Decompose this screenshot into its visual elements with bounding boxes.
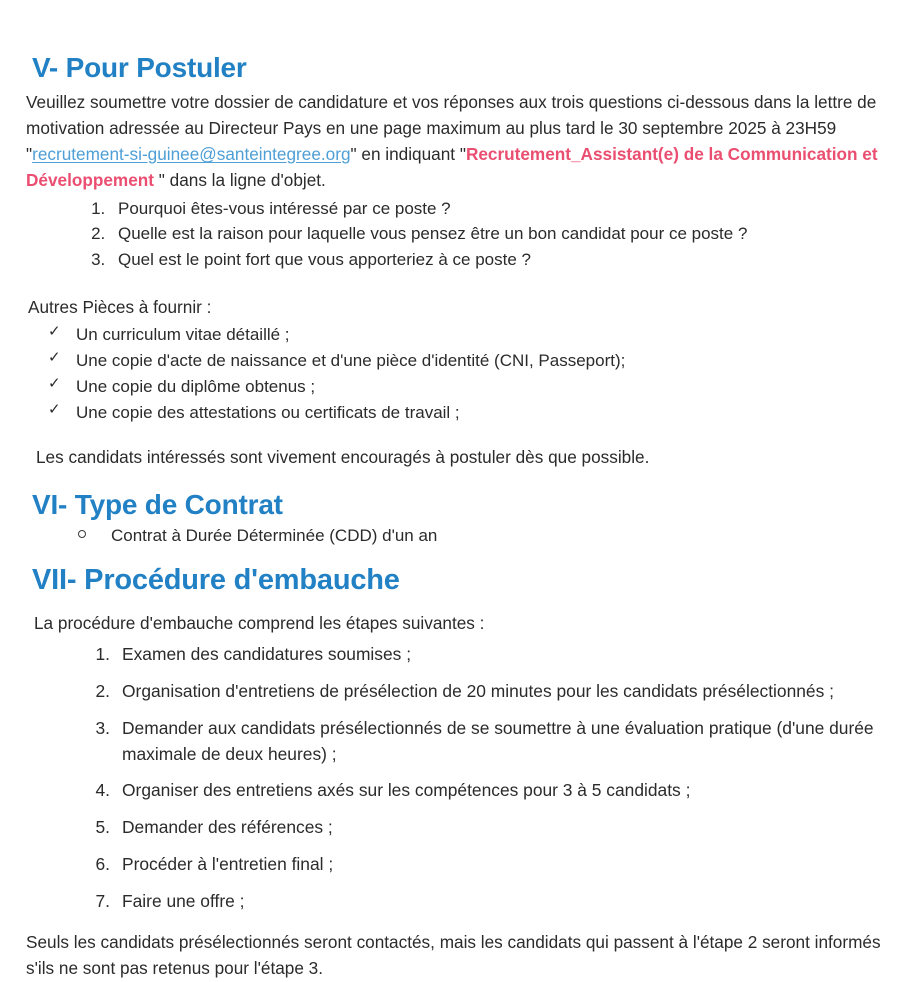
circle-bullet-icon: [78, 530, 86, 538]
list-item-number: 7.: [95, 890, 110, 911]
instructions-text-part3: " dans la ligne d'objet.: [153, 169, 326, 190]
section-heading-pour-postuler: V- Pour Postuler: [32, 52, 247, 83]
list-item-label: Contrat à Durée Déterminée (CDD) d'un an: [111, 525, 438, 545]
list-item: [78, 523, 876, 549]
application-instructions-paragraph: [26, 90, 882, 193]
list-item: [84, 778, 876, 804]
check-icon: ✓: [48, 348, 61, 366]
list-item-label: Demander aux candidats présélectionnés de se soumettre à une évaluation pratique (d'une durée maximale de deux heures) ;: [122, 717, 874, 764]
list-item: [84, 852, 876, 878]
list-item: [30, 374, 876, 399]
procedure-intro-paragraph: La procédure d'embauche comprend les étapes suivantes :: [34, 612, 485, 633]
list-item: [30, 400, 876, 425]
required-documents-label: Autres Pièces à fournir :: [28, 297, 212, 318]
list-item-number: 1.: [95, 644, 110, 665]
list-item: [84, 642, 876, 668]
list-item-label: Faire une offre ;: [122, 890, 245, 911]
list-item-label: Procéder à l'entretien final ;: [122, 853, 334, 874]
application-email-link[interactable]: recrutement-si-guinee@santeintegree.org: [32, 143, 351, 164]
list-item-number: 5.: [95, 817, 110, 838]
list-item-label: Une copie du diplôme obtenus ;: [76, 377, 316, 397]
list-item-label: Demander des références ;: [122, 817, 333, 838]
check-icon: ✓: [48, 401, 61, 419]
list-item-label: Une copie des attestations ou certificats de travail ;: [76, 403, 460, 423]
list-item: 2. Quelle est la raison pour laquelle vous pensez être un bon candidat pour ce poste ?: [110, 221, 876, 247]
list-item-label: Organisation d'entretiens de présélection de 20 minutes pour les candidats présélectionnés ;: [122, 681, 834, 702]
list-item-number: 2.: [95, 681, 110, 702]
list-item-label: Examen des candidatures soumises ;: [122, 644, 412, 665]
list-item: [30, 322, 876, 347]
list-item: 3. Quel est le point fort que vous apporteriez à ce poste ?: [110, 247, 876, 273]
instructions-text-part1: Veuillez soumettre votre dossier de candidature et vos réponses aux trois questions ci-dessous dans la lettre de motivation adressée au Directeur Pays en une page maximum au plus tard le 30 septembre 2025 à 23H59 ": [26, 92, 877, 164]
email-subject-highlight: Recrutement_Assistant(e) de la Communication et Développement: [26, 143, 878, 190]
check-icon: ✓: [48, 322, 61, 340]
application-questions-list: [26, 196, 876, 273]
list-item-number: 3.: [95, 717, 110, 738]
section-heading-procedure-embauche: VII- Procédure d'embauche: [32, 564, 400, 597]
list-item: [84, 889, 876, 915]
procedure-closing-paragraph: Seuls les candidats présélectionnés seront contactés, mais les candidats qui passent à l'étape 2 seront informés s'ils ne sont pas retenus pour l'étape 3.: [26, 932, 881, 979]
list-item-label: Un curriculum vitae détaillé ;: [76, 324, 290, 344]
list-item: [84, 679, 876, 705]
instructions-text-part2: " en indiquant ": [350, 143, 466, 164]
encouragement-paragraph: Les candidats intéressés sont vivement encouragés à postuler dès que possible.: [36, 447, 650, 468]
contract-type-list: [26, 523, 876, 549]
list-item: [30, 348, 876, 373]
check-icon: ✓: [48, 375, 61, 393]
list-item: [84, 815, 876, 841]
section-heading-type-de-contrat: VI- Type de Contrat: [32, 489, 283, 521]
list-item-label: Organiser des entretiens axés sur les compétences pour 3 à 5 candidats ;: [122, 780, 691, 801]
hiring-procedure-steps-list: [26, 642, 876, 914]
list-item: [84, 716, 876, 768]
list-item-label: Une copie d'acte de naissance et d'une pièce d'identité (CNI, Passeport);: [76, 350, 626, 370]
list-item-number: 4.: [95, 780, 110, 801]
required-documents-list: [26, 322, 876, 426]
list-item: 1. Pourquoi êtes-vous intéressé par ce poste ?: [110, 196, 876, 222]
list-item-number: 6.: [95, 853, 110, 874]
